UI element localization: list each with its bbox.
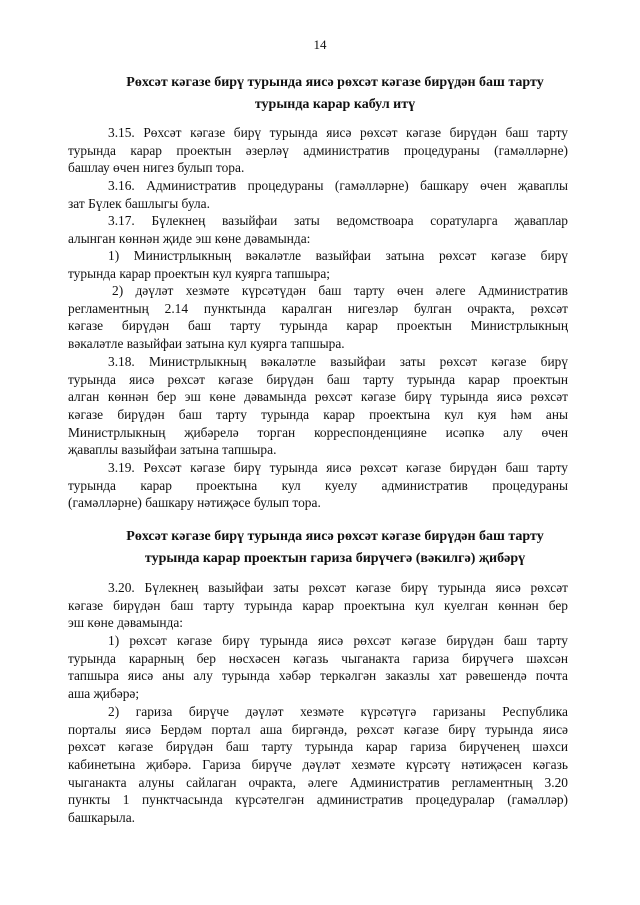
text-line: тапшыра яисә аны алу турында хәбәр теркәлгән заказлы хат рәвешендә почта	[68, 668, 568, 684]
text-line: 3.17. Бүлекнең вазыйфаи заты ведомствоара соратуларга җаваплар	[108, 213, 568, 228]
paragraph-3-17-item-1	[68, 247, 568, 282]
text-line: (гамәлләрне) башкару нәтиҗәсе булып тора.	[68, 495, 321, 511]
text-line: рөхсәт кәгазе бирүдән баш тарту турында карар гариза бирүченең шәхси	[68, 739, 568, 755]
text-line: турында карар проектын әзерләү административ процедураны (гамәлләрне)	[68, 142, 568, 158]
text-line: турында карар проектына кул куелу административ процедураны	[68, 477, 568, 493]
text-line: аша җибәрә;	[68, 686, 140, 702]
text-line: турында карар проектын кул куярга тапшыра;	[68, 265, 330, 281]
text-line: 1) рөхсәт кәгазе бирү турында яисә рөхсәт кәгазе бирүдән баш тарту	[108, 633, 568, 648]
paragraph-3-20	[68, 579, 568, 632]
paragraph-3-20-item-2	[68, 703, 568, 827]
paragraph-3-18	[68, 353, 568, 459]
text-line: кәгазе бирүдән баш тарту турында карар проектына кул куя һәм аны	[68, 407, 568, 423]
text-line: алган көннән бер эш көне дәвамында рөхсәт кәгазе бирү турында яисә рөхсәт	[68, 389, 568, 405]
text-line: зат Бүлек башлыгы була.	[68, 195, 210, 211]
text-line: турында яисә рөхсәт кәгазе бирүдән баш тарту турында карар проектын	[68, 371, 568, 387]
text-line: Министрлыкның җибәрелә торган корреспонденцияне исәпкә алу өчен	[68, 424, 568, 440]
text-line: кәгазе бирүдән баш тарту турында карар проектына кул куелган көннән бер	[68, 597, 568, 613]
heading-line: турында карар проектын гариза бирүчегә (вәкилгә) җибәрү	[144, 551, 526, 566]
heading-line: турында карар кабул итү	[254, 97, 416, 112]
text-line: 3.19. Рөхсәт кәгазе бирү турында яисә рөхсәт кәгазе бирүдән баш тарту	[108, 460, 568, 475]
paragraph-3-17-item-2	[68, 282, 568, 353]
text-line: пункты 1 пунктчасында күрсәтелгән административ процедуралар (гамәлләр)	[68, 792, 568, 808]
text-line: 3.20. Бүлекнең вазыйфаи заты рөхсәт кәгазе бирү турында яисә рөхсәт	[108, 580, 568, 595]
section-heading-1	[90, 72, 580, 116]
text-line: 2) дәүләт хезмәте күрсәтүдән баш тарту өчен әлеге Административ	[112, 283, 568, 298]
text-line: алынган көннән җиде эш көне дәвамында:	[68, 230, 311, 246]
paragraph-3-16	[68, 177, 568, 212]
text-line: вәкаләтле вазыйфаи затына кул куярга тапшыра.	[68, 336, 345, 352]
heading-line: Рөхсәт кәгазе бирү турында яисә рөхсәт кәгазе бирүдән баш тарту	[126, 75, 544, 90]
section-heading-2	[90, 526, 580, 570]
text-line: кәгазе бирүдән баш тарту турында карар проектын Министрлыкның	[68, 318, 568, 334]
text-line: чыганакта алуны сайлаган очракта, әлеге Административ регламентның 3.20	[68, 774, 568, 790]
text-line: 3.18. Министрлыкның вәкаләтле вазыйфаи заты рөхсәт кәгазе бирү	[108, 354, 568, 369]
text-line: 1) Министрлыкның вәкаләтле вазыйфаи затына рөхсәт кәгазе бирү	[108, 248, 568, 263]
paragraph-3-19	[68, 459, 568, 512]
page-number: 14	[313, 37, 327, 52]
text-line: 3.16. Административ процедураны (гамәлләрне) башкару өчен җаваплы	[108, 178, 568, 193]
paragraph-3-15	[68, 124, 568, 177]
text-line: 2) гариза бирүче дәүләт хезмәте күрсәтүгә гаризаны Республика	[108, 704, 568, 719]
text-line: башлау өчен нигез булып тора.	[68, 160, 245, 176]
text-line: порталы яисә Бердәм портал аша биргәндә, рөхсәт кәгазе бирү турында яисә	[68, 721, 568, 737]
paragraph-3-20-item-1	[68, 632, 568, 703]
heading-line: Рөхсәт кәгазе бирү турында яисә рөхсәт кәгазе бирүдән баш тарту	[126, 529, 544, 544]
text-line: башкарыла.	[68, 810, 135, 826]
text-line: эш көне дәвамында:	[68, 615, 184, 631]
text-line: кабинетына җибәрә. Гариза бирүче дәүләт хезмәте күрсәтү нәтиҗәсен кәгазь	[68, 757, 568, 773]
text-line: турында карарның бер нөсхәсен кәгазь чыганакта гариза бирүчегә шәхсән	[68, 650, 568, 666]
text-line: җаваплы вазыйфаи затына тапшыра.	[68, 442, 277, 458]
paragraph-3-17	[68, 212, 568, 247]
text-line: 3.15. Рөхсәт кәгазе бирү турында яисә рөхсәт кәгазе бирүдән баш тарту	[108, 125, 568, 140]
text-line: регламентның 2.14 пунктында каралган нигезләр булган очракта, рөхсәт	[68, 300, 568, 316]
